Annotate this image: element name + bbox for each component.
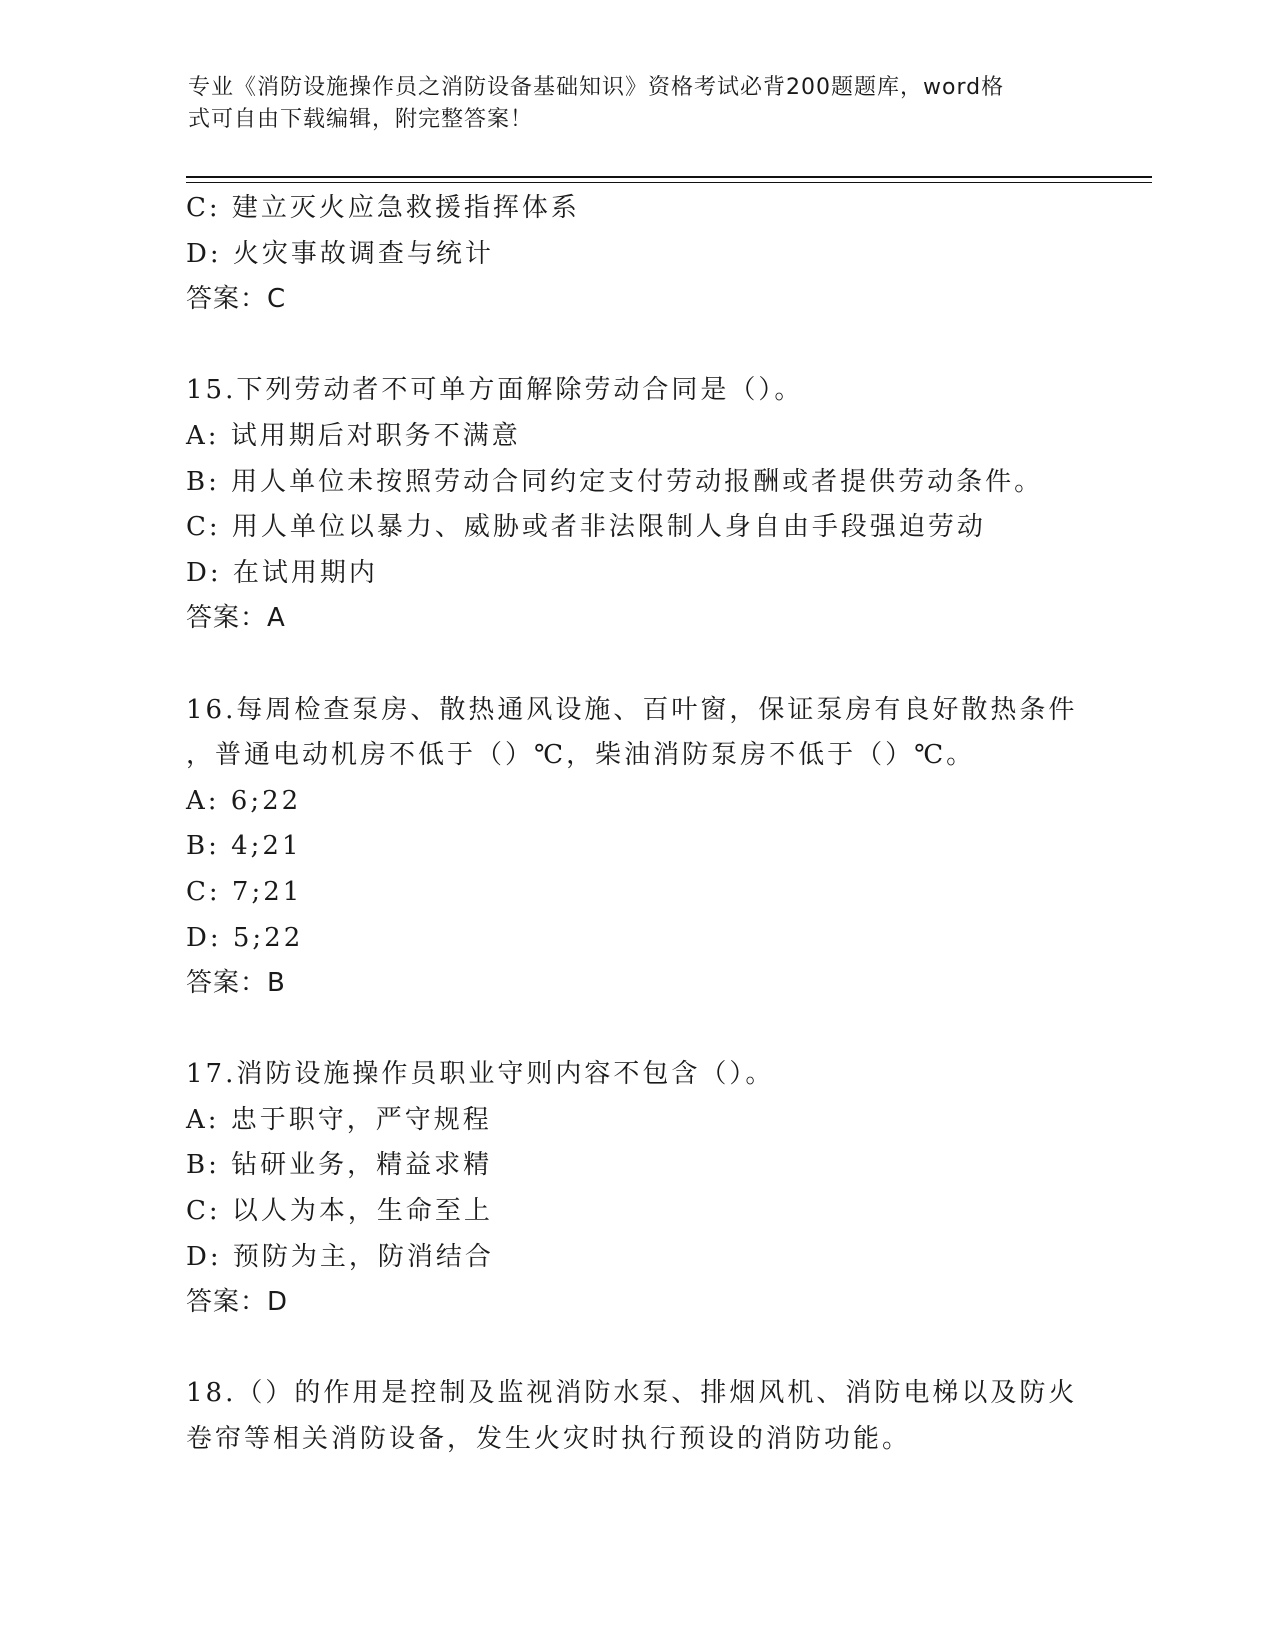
answer-line: 答案：D [186, 1287, 289, 1318]
blank-spacer [186, 1007, 1086, 1053]
option-line: D: 在试用期内 [186, 557, 378, 588]
question-text: 17.消防设施操作员职业守则内容不包含（）。 [186, 1059, 775, 1090]
blank-spacer [186, 323, 1086, 369]
option-line: B: 钻研业务，精益求精 [186, 1150, 493, 1181]
option-line: A: 忠于职守，严守规程 [186, 1104, 492, 1135]
header-line-2: 式可自由下载编辑，附完整答案！ [188, 107, 534, 132]
blank-spacer [186, 1326, 1086, 1372]
question-text: ，普通电动机房不低于（）℃，柴油消防泵房不低于（）℃。 [186, 740, 976, 771]
answer-line: 答案：B [186, 968, 286, 999]
option-line: C: 用人单位以暴力、威胁或者非法限制人身自由手段强迫劳动 [186, 512, 986, 543]
option-line: B: 4;21 [186, 831, 302, 862]
question-text: 15.下列劳动者不可单方面解除劳动合同是（）。 [186, 375, 804, 406]
question-text: 16.每周检查泵房、散热通风设施、百叶窗，保证泵房有良好散热条件 [186, 694, 1078, 725]
question-text: 18.（）的作用是控制及监视消防水泵、排烟风机、消防电梯以及防火 [186, 1378, 1078, 1409]
option-line: C: 建立灭火应急救援指挥体系 [186, 193, 580, 223]
option-line: A: 试用期后对职务不满意 [186, 420, 521, 451]
blank-spacer [186, 642, 1086, 688]
option-line: B: 用人单位未按照劳动合同约定支付劳动报酬或者提供劳动条件。 [186, 466, 1044, 497]
answer-line: 答案：C [186, 284, 287, 315]
question-list [186, 186, 1086, 1463]
header-line-1: 专业《消防设施操作员之消防设备基础知识》资格考试必背200题题库，word格 [188, 75, 1005, 100]
option-line: A: 6;22 [186, 785, 302, 816]
option-line: D: 火灾事故调查与统计 [186, 238, 494, 269]
document-header [188, 72, 1068, 136]
question-text: 卷帘等相关消防设备，发生火灾时执行预设的消防功能。 [186, 1424, 912, 1455]
option-line: D: 5;22 [186, 922, 304, 953]
option-line: C: 以人为本，生命至上 [186, 1196, 493, 1227]
option-line: C: 7;21 [186, 876, 303, 907]
answer-line: 答案：A [186, 603, 286, 634]
header-divider-thin [186, 182, 1152, 183]
option-line: D: 预防为主，防消结合 [186, 1241, 494, 1272]
header-divider-thick [186, 176, 1152, 178]
